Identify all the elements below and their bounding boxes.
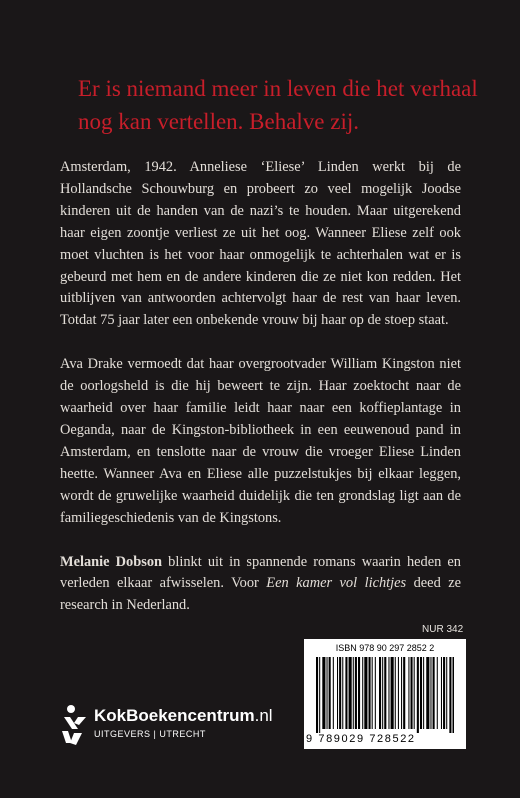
barcode-bar (449, 657, 451, 733)
barcode-bar (353, 657, 354, 729)
barcode-bar (384, 657, 386, 729)
author-name: Melanie Dobson (60, 553, 163, 570)
barcode-bar (441, 657, 442, 729)
barcode-bar (417, 657, 419, 733)
publisher-subline: UITGEVERS | UTRECHT (94, 729, 206, 739)
book-title: Een kamer vol lichtjes (266, 575, 407, 592)
barcode-bar (337, 657, 338, 729)
paragraph-author (60, 552, 461, 618)
barcode-bar (329, 657, 331, 729)
barcode-bar (379, 657, 381, 729)
barcode-bar (414, 657, 415, 729)
barcode-bar (375, 657, 376, 729)
publisher-name (94, 706, 273, 726)
author-text-a: blinkt uit in spannende romans waarin heden en verleden elkaar afwisselen. Voor (60, 553, 461, 592)
barcode-bar (398, 657, 399, 729)
barcode-bar (437, 657, 438, 729)
barcode-bar (443, 657, 445, 729)
paragraph-synopsis-2: Ava Drake vermoedt dat haar overgrootvader William Kingston niet de oorlogsheld is die hij beweert te zijn. Haar zoektocht naar de waarheid over haar familie leidt haar naar een koffieplantage in Oeganda, naar de Kingston-bibliotheek in een eeuwenoud pand in Amsterdam, en tenslotte naar de vrouw die vroeger Eliese Linden heette. Wanneer Ava en Eliese alle puzzelstukjes bij elkaar leggen, wordt de gruwelijke waarheid duidelijk die ten grondslag ligt aan de familiegeschiedenis van de Kingstons. (60, 356, 461, 526)
barcode-bar (339, 657, 341, 729)
publisher-name-bold: KokBoekencentrum (94, 706, 255, 725)
publisher-logo (60, 703, 320, 753)
back-cover-text (60, 157, 461, 617)
barcode-bar (362, 657, 363, 729)
barcode-bar (391, 657, 394, 729)
barcode-bar (382, 657, 383, 729)
barcode-bar (395, 657, 396, 729)
barcode-bar (372, 657, 373, 729)
barcode-bar (426, 657, 429, 729)
barcode (304, 639, 466, 749)
barcode-bar (423, 657, 424, 729)
barcode-bar (358, 657, 360, 729)
author-text-b: deed ze research in Nederland. (60, 575, 461, 614)
kok-logo-icon (60, 703, 90, 747)
barcode-bar (403, 657, 405, 729)
barcode-bar (446, 657, 447, 729)
barcode-bar (433, 657, 435, 729)
barcode-bar (355, 657, 357, 729)
barcode-bar (369, 657, 371, 729)
barcode-bar (345, 657, 347, 729)
barcode-bar (420, 657, 422, 729)
barcode-bar (349, 657, 352, 729)
nur-code: NUR 342 (422, 624, 464, 635)
barcode-bar (408, 657, 409, 729)
barcode-number: 9 789029 728522 (306, 733, 416, 745)
barcode-bar (411, 657, 413, 729)
barcode-bar (342, 657, 343, 729)
isbn-label: ISBN 978 90 297 2852 2 (335, 643, 435, 653)
barcode-bar (322, 657, 325, 729)
barcode-bar (453, 657, 455, 733)
barcode-bar (430, 657, 431, 729)
publisher-name-suffix: .nl (254, 706, 273, 725)
tagline: Er is niemand meer in leven die het verhaal nog kan vertellen. Behalve zij. (78, 76, 478, 134)
barcode-bars (316, 657, 454, 733)
barcode-bar (333, 657, 334, 729)
barcode-bar (364, 657, 367, 729)
barcode-bar (401, 657, 402, 729)
paragraph-synopsis-1: Amsterdam, 1942. Anneliese ‘Eliese’ Linden werkt bij de Hollandsche Schouwburg en probeert zo veel mogelijk Joodse kinderen uit de handen van de nazi’s te houden. Maar uitgerekend haar eigen zoontje verliest ze uit het oog. Wanneer Eliese zelf ook moet vluchten is het voor haar onmogelijk te achterhalen wat er is gebeurd met hem en de andere kinderen die ze niet kon redden. Het uitblijven van antwoorden achtervolgt haar de rest van haar leven. Totdat 75 jaar later een onbekende vrouw bij haar op de stoep staat. (60, 159, 461, 329)
barcode-bar (327, 657, 328, 729)
barcode-bar (388, 657, 389, 729)
